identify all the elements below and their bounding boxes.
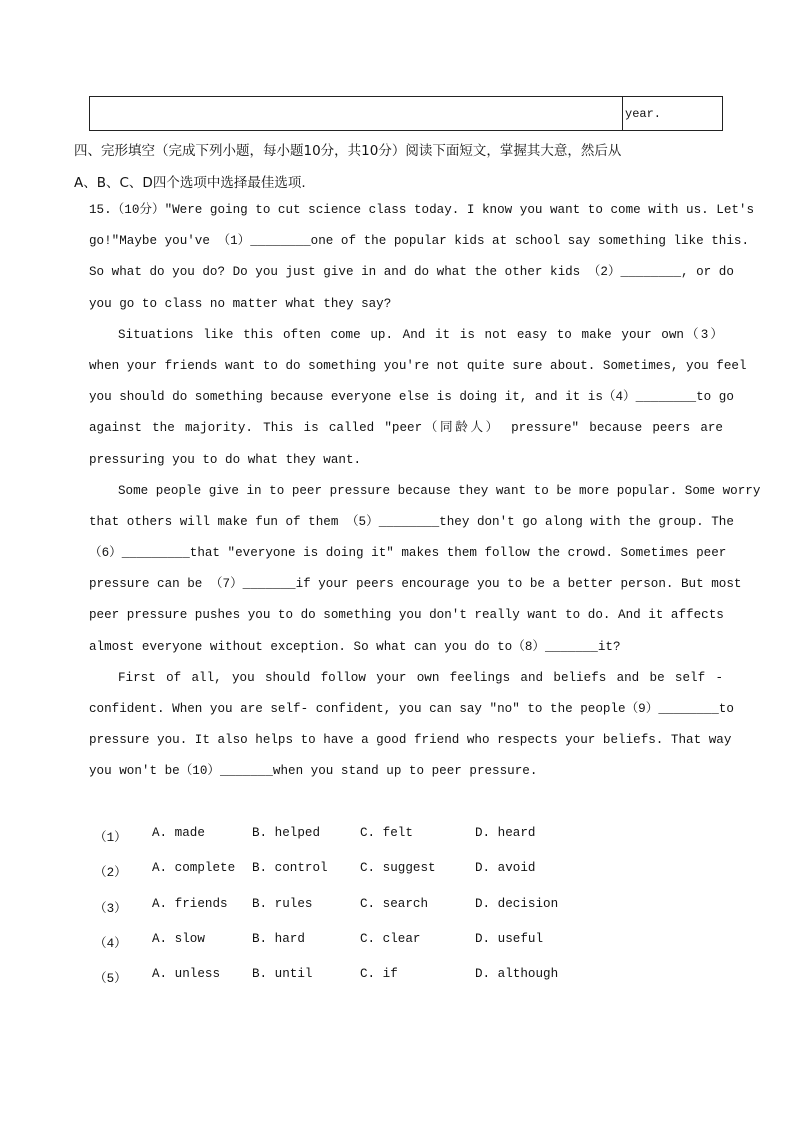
section-header-line-2: A、B、C、D四个选项中选择最佳选项. bbox=[74, 175, 306, 191]
option-d: D. although bbox=[475, 967, 559, 982]
passage-line: against the majority. This is called "peer（同龄人） pressure" because peers are bbox=[89, 421, 723, 436]
passage-line: you should do something because everyone else is doing it, and it is（4）________to go bbox=[89, 390, 734, 405]
option-b: B. until bbox=[252, 967, 313, 982]
passage-line: when your friends want to do something you're not quite sure about. Sometimes, you feel bbox=[89, 358, 747, 373]
answer-table-blank-cell bbox=[90, 97, 623, 130]
passage-line: （6）_________that "everyone is doing it" makes them follow the crowd. Sometimes peer bbox=[89, 546, 727, 561]
passage-line: So what do you do? Do you just give in and do what the other kids （2）________, or do bbox=[89, 265, 734, 280]
option-number: （3） bbox=[94, 901, 127, 916]
passage-line: 15.（10分）"Were going to cut science class today. I know you want to come with us. Let's bbox=[89, 203, 755, 217]
option-c: C. if bbox=[360, 967, 398, 982]
passage-line: First of all, you should follow your own feelings and beliefs and be self - bbox=[118, 670, 723, 685]
option-c: C. clear bbox=[360, 931, 421, 946]
option-d: D. useful bbox=[475, 931, 544, 946]
passage-line: go!"Maybe you've （1）________one of the popular kids at school say something like this. bbox=[89, 234, 750, 249]
option-row bbox=[94, 861, 595, 896]
passage-line: almost everyone without exception. So what can you do to（8）_______it? bbox=[89, 639, 621, 654]
option-number: （4） bbox=[94, 936, 127, 951]
passage-line: that others will make fun of them （5）________they don't go along with the group. The bbox=[89, 514, 734, 529]
option-b: B. rules bbox=[252, 896, 313, 911]
option-d: D. decision bbox=[475, 896, 559, 911]
option-number: （5） bbox=[94, 972, 127, 987]
option-row bbox=[94, 897, 595, 932]
option-row bbox=[94, 932, 595, 967]
option-row bbox=[94, 826, 595, 861]
option-b: B. control bbox=[252, 861, 328, 876]
passage-line: confident. When you are self- confident, you can say "no" to the people（9）________to bbox=[89, 702, 734, 716]
option-number: （1） bbox=[94, 831, 127, 845]
passage-line: Some people give in to peer pressure because they want to be more popular. Some worry bbox=[118, 483, 761, 498]
option-a: A. slow bbox=[152, 931, 205, 946]
option-c: C. suggest bbox=[360, 861, 436, 876]
passage-line: you won't be（10）_______when you stand up to peer pressure. bbox=[89, 764, 538, 779]
passage-line: peer pressure pushes you to do something you don't really want to do. And it affects bbox=[89, 608, 724, 623]
option-c: C. search bbox=[360, 896, 429, 911]
passage-line: pressure can be （7）_______if your peers encourage you to be a better person. But most bbox=[89, 577, 742, 592]
option-row bbox=[94, 967, 595, 1002]
option-number: （2） bbox=[94, 866, 127, 881]
option-b: B. hard bbox=[252, 931, 305, 946]
option-b: B. helped bbox=[252, 826, 321, 840]
passage-line: you go to class no matter what they say? bbox=[89, 296, 392, 311]
answer-table-year-cell: year. bbox=[625, 107, 662, 121]
option-d: D. avoid bbox=[475, 861, 536, 876]
option-d: D. heard bbox=[475, 826, 536, 840]
options-list bbox=[94, 826, 595, 1002]
cloze-passage bbox=[89, 195, 761, 788]
passage-line: pressuring you to do what they want. bbox=[89, 452, 362, 467]
option-a: A. complete bbox=[152, 861, 236, 876]
option-a: A. unless bbox=[152, 967, 221, 982]
option-a: A. made bbox=[152, 826, 205, 840]
option-a: A. friends bbox=[152, 896, 228, 911]
answer-table bbox=[89, 96, 723, 131]
passage-line: pressure you. It also helps to have a good friend who respects your beliefs. That way bbox=[89, 733, 732, 748]
option-c: C. felt bbox=[360, 826, 413, 840]
passage-line: Situations like this often come up. And it is not easy to make your own（3） bbox=[118, 327, 723, 342]
section-header-line-1: 四、完形填空（完成下列小题，每小题10分，共10分）阅读下面短文，掌握其大意，然后从 bbox=[74, 143, 622, 159]
